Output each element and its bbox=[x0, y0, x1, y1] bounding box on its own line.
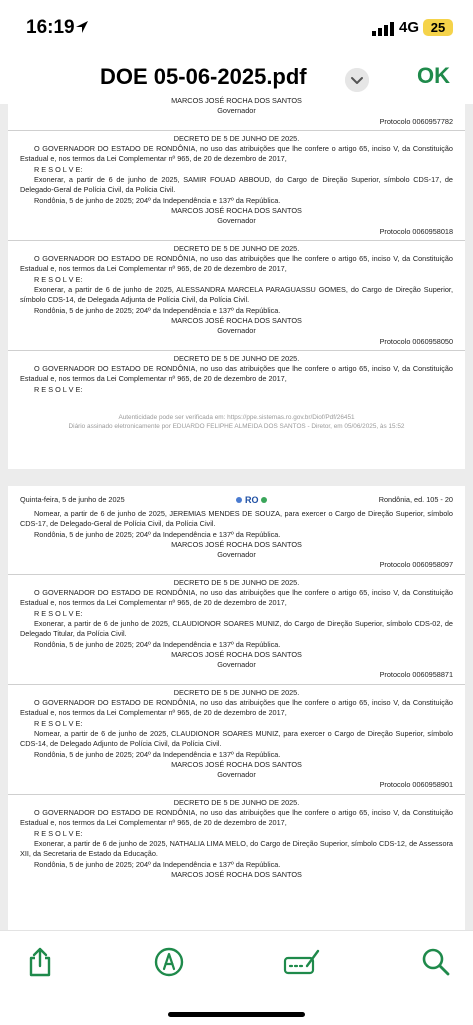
seal-icon bbox=[236, 497, 242, 503]
page-header bbox=[20, 486, 453, 509]
decree-title: DECRETO DE 5 DE JUNHO DE 2025. bbox=[173, 353, 300, 363]
signer-role: Governador bbox=[217, 106, 256, 116]
protocol-number: Protocolo 0060958097 bbox=[379, 560, 453, 570]
cellular-signal-icon bbox=[372, 22, 396, 36]
logo-text: RO bbox=[244, 494, 259, 505]
decree-date: Rondônia, 5 de junho de 2025; 204º da Independência e 137º da República. bbox=[34, 859, 281, 869]
signer-name: MARCOS JOSÉ ROCHA DOS SANTOS bbox=[171, 205, 302, 215]
signer-role: Governador bbox=[217, 770, 256, 780]
chevron-down-icon[interactable] bbox=[345, 68, 369, 92]
protocol-number: Protocolo 0060958871 bbox=[379, 670, 453, 680]
protocol-number: Protocolo 0060958018 bbox=[379, 226, 453, 236]
protocol-number: Protocolo 0060958050 bbox=[379, 336, 453, 346]
decree-date: Rondônia, 5 de junho de 2025; 204º da Independência e 137º da República. bbox=[34, 195, 281, 205]
decree-title: DECRETO DE 5 DE JUNHO DE 2025. bbox=[173, 797, 300, 807]
state-logo bbox=[236, 495, 268, 505]
header-edition: Rondônia, ed. 105 - 20 bbox=[378, 494, 453, 504]
protocol-number: Protocolo 0060958901 bbox=[379, 780, 453, 790]
decree-preamble: O GOVERNADOR DO ESTADO DE RONDÔNIA, no uso das atribuições que lhe confere o artigo 65, inciso V, da Constituição Estadual e, nos termos da Lei Complementar nº 965, de 20 de dezembro de 2017, bbox=[20, 588, 453, 608]
decree-date: Rondônia, 5 de junho de 2025; 204º da Independência e 137º da República. bbox=[34, 749, 281, 759]
signer-role: Governador bbox=[217, 660, 256, 670]
divider bbox=[8, 350, 465, 351]
home-indicator[interactable] bbox=[168, 1012, 305, 1017]
decree-preamble: O GOVERNADOR DO ESTADO DE RONDÔNIA, no uso das atribuições que lhe confere o artigo 65, inciso V, da Constituição Estadual e, nos termos da Lei Complementar nº 965, de 20 de dezembro de 2017, bbox=[20, 808, 453, 828]
signer-role: Governador bbox=[217, 216, 256, 226]
header-date: Quinta-feira, 5 de junho de 2025 bbox=[20, 494, 125, 504]
battery-icon: 25 bbox=[423, 19, 453, 36]
decree-body: Nomear, a partir de 6 de junho de 2025, JEREMIAS MENDES DE SOUZA, para exercer o Cargo de Direção Superior, símbolo CDS-17, de Delegado-Geral de Polícia Civil, da Polícia Civil. bbox=[20, 509, 453, 529]
emblem-icon bbox=[261, 497, 267, 503]
signature-icon[interactable] bbox=[283, 946, 321, 978]
signer-name: MARCOS JOSÉ ROCHA DOS SANTOS bbox=[171, 759, 302, 769]
bottom-toolbar bbox=[0, 930, 473, 1025]
signer-name: MARCOS JOSÉ ROCHA DOS SANTOS bbox=[171, 649, 302, 659]
divider bbox=[8, 574, 465, 575]
signer-name: MARCOS JOSÉ ROCHA DOS SANTOS bbox=[171, 869, 302, 879]
decree-preamble: O GOVERNADOR DO ESTADO DE RONDÔNIA, no uso das atribuições que lhe confere o artigo 65, inciso V, da Constituição Estadual e, nos termos da Lei Complementar nº 965, de 20 de dezembro de 2017, bbox=[20, 144, 453, 164]
share-icon[interactable] bbox=[24, 946, 56, 978]
search-icon[interactable] bbox=[420, 946, 452, 978]
decree-body: Exonerar, a partir de 6 de junho de 2025, CLAUDIONOR SOARES MUNIZ, do Cargo de Direção Superior, símbolo CDS-02, de Delegado Titular, da Polícia Civil. bbox=[20, 618, 453, 639]
decree-title: DECRETO DE 5 DE JUNHO DE 2025. bbox=[173, 577, 300, 587]
decree-body: Exonerar, a partir de 6 de junho de 2025, NATHALIA LIMA MELO, do Cargo de Direção Superior, símbolo CDS-12, de Assessora XII, da Secretaria de Estado da Educação. bbox=[20, 838, 453, 859]
decree-date: Rondônia, 5 de junho de 2025; 204º da Independência e 137º da República. bbox=[34, 639, 281, 649]
done-button[interactable]: OK bbox=[417, 63, 450, 88]
resolve-label: R E S O L V E: bbox=[34, 718, 83, 728]
decree-body: Nomear, a partir de 6 de junho de 2025, CLAUDIONOR SOARES MUNIZ, para exercer o Cargo de Direção Superior, símbolo CDS-14, de Delegado Adjunto de Polícia Civil, da Polícia Civil. bbox=[20, 728, 453, 749]
resolve-label: R E S O L V E: bbox=[34, 828, 83, 838]
resolve-label: R E S O L V E: bbox=[34, 608, 83, 618]
decree-body: Exonerar, a partir de 6 de junho de 2025, SAMIR FOUAD ABBOUD, do Cargo de Direção Superior, símbolo CDS-17, de Delegado-Geral de Polícia Civil, da Polícia Civil. bbox=[20, 175, 453, 195]
resolve-label: R E S O L V E: bbox=[34, 164, 83, 174]
markup-icon[interactable] bbox=[153, 946, 185, 978]
authenticity-note: Autenticidade pode ser verificada em: https://ppe.sistemas.ro.gov.br/Diof/Pdf/26451 bbox=[118, 414, 355, 422]
signer-role: Governador bbox=[217, 550, 256, 560]
decree-preamble: O GOVERNADOR DO ESTADO DE RONDÔNIA, no uso das atribuições que lhe confere o artigo 65, inciso V, da Constituição Estadual e, nos termos da Lei Complementar nº 965, de 20 de dezembro de 2017, bbox=[20, 254, 453, 274]
decree-preamble: O GOVERNADOR DO ESTADO DE RONDÔNIA, no uso das atribuições que lhe confere o artigo 65, inciso V, da Constituição Estadual e, nos termos da Lei Complementar nº 965, de 20 de dezembro de 2017, bbox=[20, 364, 453, 384]
divider bbox=[8, 130, 465, 131]
pdf-page bbox=[8, 96, 465, 469]
pdf-viewer[interactable] bbox=[0, 96, 473, 930]
decree-body: Exonerar, a partir de 6 de junho de 2025, ALESSANDRA MARCELA PARAGUASSU GOMES, do Cargo de Direção Superior, símbolo CDS-14, de Delegada Adjunta de Polícia Civil, da Polícia Civil. bbox=[20, 285, 453, 305]
location-arrow-icon bbox=[74, 19, 90, 35]
pdf-page bbox=[8, 486, 465, 936]
status-bar bbox=[0, 0, 473, 58]
signer-name: MARCOS JOSÉ ROCHA DOS SANTOS bbox=[171, 539, 302, 549]
resolve-label: R E S O L V E: bbox=[34, 384, 83, 394]
signer-name: MARCOS JOSÉ ROCHA DOS SANTOS bbox=[171, 96, 302, 105]
decree-title: DECRETO DE 5 DE JUNHO DE 2025. bbox=[173, 243, 300, 253]
decree-title: DECRETO DE 5 DE JUNHO DE 2025. bbox=[173, 133, 300, 143]
divider bbox=[8, 240, 465, 241]
divider bbox=[8, 794, 465, 795]
decree-title: DECRETO DE 5 DE JUNHO DE 2025. bbox=[173, 687, 300, 697]
decree-preamble: O GOVERNADOR DO ESTADO DE RONDÔNIA, no uso das atribuições que lhe confere o artigo 65, inciso V, da Constituição Estadual e, nos termos da Lei Complementar nº 965, de 20 de dezembro de 2017, bbox=[20, 698, 453, 718]
document-title[interactable]: DOE 05-06-2025.pdf bbox=[100, 64, 307, 89]
signature-note: Diário assinado eletronicamente por EDUARDO FELIPHE ALMEIDA DOS SANTOS - Diretor, em 05/06/2025, às 15:52 bbox=[68, 423, 405, 431]
signer-name: MARCOS JOSÉ ROCHA DOS SANTOS bbox=[171, 315, 302, 325]
resolve-label: R E S O L V E: bbox=[34, 274, 83, 284]
signer-role: Governador bbox=[217, 326, 256, 336]
decree-date: Rondônia, 5 de junho de 2025; 204º da Independência e 137º da República. bbox=[34, 305, 281, 315]
decree-date: Rondônia, 5 de junho de 2025; 204º da Independência e 137º da República. bbox=[34, 529, 281, 539]
network-type: 4G bbox=[399, 19, 420, 36]
protocol-number: Protocolo 0060957782 bbox=[379, 116, 453, 126]
clock: 16:19 bbox=[26, 17, 75, 38]
divider bbox=[8, 684, 465, 685]
